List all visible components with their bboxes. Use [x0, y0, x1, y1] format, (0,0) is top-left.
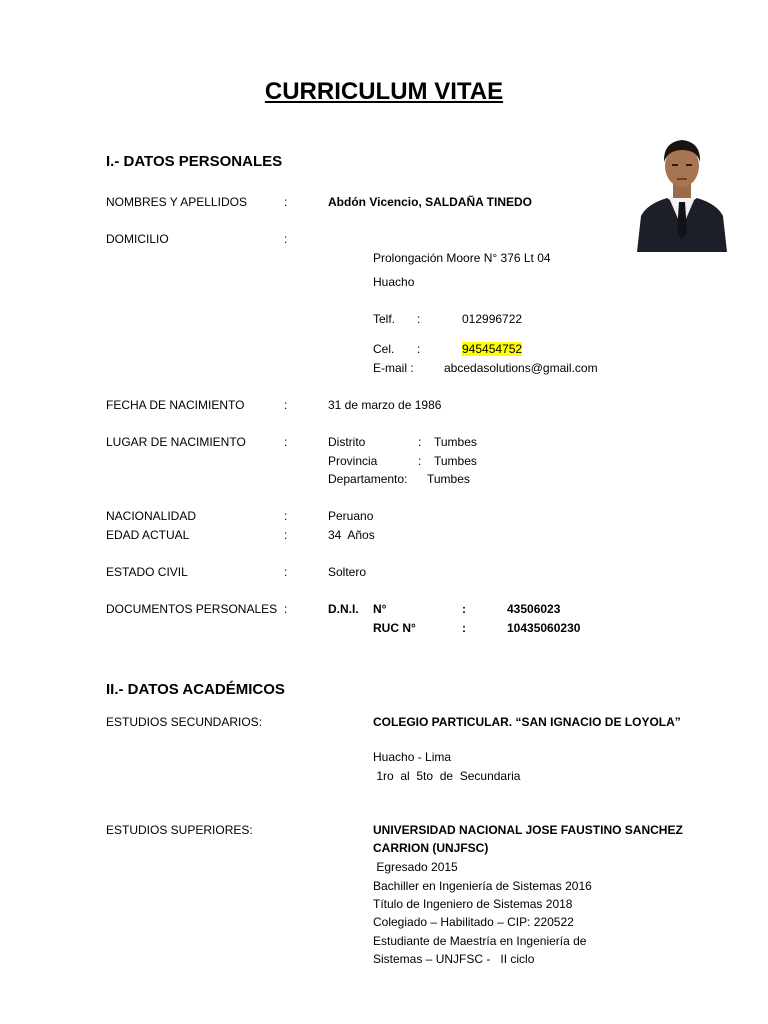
- colon: :: [284, 232, 288, 246]
- colon: :: [418, 454, 422, 468]
- colon: :: [284, 195, 288, 209]
- district-value: Tumbes: [434, 435, 477, 449]
- colon: :: [284, 528, 288, 542]
- higher-item: Colegiado – Habilitado – CIP: 220522: [373, 915, 574, 929]
- dni-value: 43506023: [507, 602, 561, 616]
- secondary-studies-label: ESTUDIOS SECUNDARIOS:: [106, 715, 263, 729]
- colon: :: [284, 435, 288, 449]
- email-label: E-mail :: [373, 361, 414, 375]
- profile-photo: [633, 132, 731, 252]
- age-value: 34 Años: [328, 528, 375, 542]
- cell-value: 945454752: [462, 342, 523, 356]
- section-heading-personal: I.- DATOS PERSONALES: [106, 153, 283, 170]
- secondary-school: COLEGIO PARTICULAR. “SAN IGNACIO DE LOYOLA”: [373, 715, 681, 729]
- higher-item: Sistemas – UNJFSC - II ciclo: [373, 952, 535, 966]
- nationality-label: NACIONALIDAD: [106, 509, 197, 523]
- civil-status-label: ESTADO CIVIL: [106, 565, 188, 579]
- province-label: Provincia: [328, 454, 378, 468]
- colon: :: [418, 435, 422, 449]
- phone-value: 012996722: [462, 312, 523, 326]
- higher-item: Estudiante de Maestría en Ingeniería de: [373, 934, 587, 948]
- dni-number-label: N°: [373, 602, 387, 616]
- colon: :: [462, 602, 466, 616]
- name-label: NOMBRES Y APELLIDOS: [106, 195, 247, 209]
- address-line2: Huacho: [373, 275, 415, 289]
- birthdate-label: FECHA DE NACIMIENTO: [106, 398, 245, 412]
- age-label: EDAD ACTUAL: [106, 528, 190, 542]
- province-value: Tumbes: [434, 454, 477, 468]
- department-value: Tumbes: [427, 472, 470, 486]
- secondary-grades: 1ro al 5to de Secundaria: [373, 769, 521, 783]
- secondary-place: Huacho - Lima: [373, 750, 452, 764]
- name-value: Abdón Vicencio, SALDAÑA TINEDO: [328, 195, 533, 209]
- higher-item: Título de Ingeniero de Sistemas 2018: [373, 897, 573, 911]
- colon: :: [284, 398, 288, 412]
- university-line2: CARRION (UNJFSC): [373, 841, 489, 855]
- address-line1: Prolongación Moore N° 376 Lt 04: [373, 251, 551, 265]
- colon: :: [417, 312, 421, 326]
- cell-label: Cel.: [373, 342, 395, 356]
- department-label: Departamento:: [328, 472, 408, 486]
- higher-studies-label: ESTUDIOS SUPERIORES:: [106, 823, 253, 837]
- birthdate-value: 31 de marzo de 1986: [328, 398, 442, 412]
- higher-item: Egresado 2015: [373, 860, 458, 874]
- university-line1: UNIVERSIDAD NACIONAL JOSE FAUSTINO SANCHEZ: [373, 823, 683, 837]
- address-label: DOMICILIO: [106, 232, 169, 246]
- colon: :: [284, 509, 288, 523]
- ruc-label: RUC N°: [373, 621, 416, 635]
- birthplace-label: LUGAR DE NACIMIENTO: [106, 435, 246, 449]
- colon: :: [284, 565, 288, 579]
- colon: :: [462, 621, 466, 635]
- nationality-value: Peruano: [328, 509, 374, 523]
- phone-label: Telf.: [373, 312, 396, 326]
- district-label: Distrito: [328, 435, 366, 449]
- higher-item: Bachiller en Ingeniería de Sistemas 2016: [373, 879, 592, 893]
- ruc-value: 10435060230: [507, 621, 581, 635]
- email-value: abcedasolutions@gmail.com: [444, 361, 598, 375]
- page-title: CURRICULUM VITAE: [264, 78, 504, 105]
- section-heading-academic: II.- DATOS ACADÉMICOS: [106, 681, 285, 698]
- dni-label: D.N.I.: [328, 602, 359, 616]
- documents-label: DOCUMENTOS PERSONALES: [106, 602, 278, 616]
- colon: :: [284, 602, 288, 616]
- colon: :: [417, 342, 421, 356]
- civil-status-value: Soltero: [328, 565, 367, 579]
